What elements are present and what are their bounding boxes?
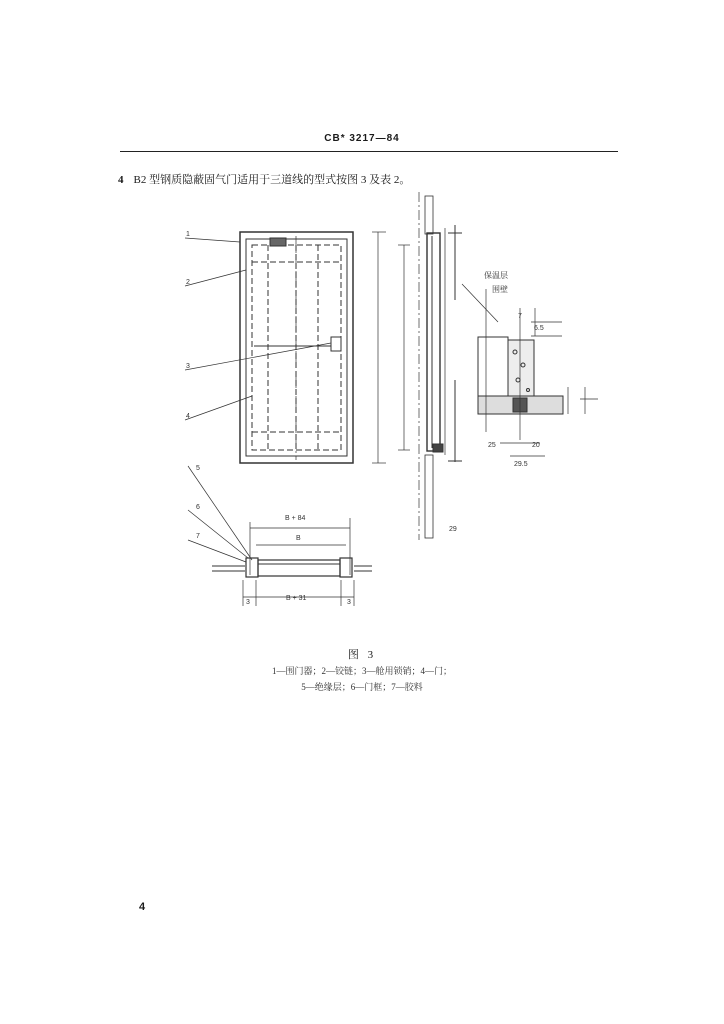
figure-caption: 图 3	[347, 649, 377, 661]
callout-4: 4	[186, 413, 190, 420]
dim-20: 20	[532, 442, 540, 449]
standard-code: CB* 3217—84	[324, 133, 400, 144]
dim-29: 29	[449, 526, 457, 533]
figure-legend-line-2: 5—绝缘层；6—门框；7—胶料	[301, 682, 423, 692]
page-number: 4	[139, 901, 146, 913]
dim-7: 7	[518, 313, 522, 320]
front-callouts	[185, 238, 331, 420]
front-view	[240, 232, 353, 463]
dim-b-plus-31: B + 31	[286, 595, 307, 602]
side-section	[419, 192, 462, 540]
dim-b: B	[296, 535, 301, 542]
callout-3: 3	[186, 363, 190, 370]
dim-3-left: 3	[246, 599, 250, 606]
label-bulkhead: 围壁	[492, 285, 508, 294]
dim-25: 25	[488, 442, 496, 449]
dim-b-plus-84: B + 84	[285, 515, 306, 522]
plan-callouts	[188, 466, 252, 562]
clause-number: 4	[118, 174, 124, 186]
callout-5: 5	[196, 465, 200, 472]
front-height-dimension	[372, 232, 410, 463]
callout-1: 1	[186, 231, 190, 238]
callout-2: 2	[186, 279, 190, 286]
clause-text: B2 型钢质隐蔽固气门适用于三道线的型式按图 3 及表 2。	[133, 174, 411, 186]
callout-7: 7	[196, 533, 200, 540]
plan-view	[212, 518, 372, 606]
figure-legend-line-1: 1—围门器；2—铰链；3—舱用锁销；4—门；	[271, 666, 452, 676]
dim-3-right: 3	[347, 599, 351, 606]
label-insulation: 保温层	[484, 271, 508, 280]
detail-section	[462, 284, 598, 456]
callout-6: 6	[196, 504, 200, 511]
dim-29-5: 29.5	[514, 461, 528, 468]
dim-6-5: 6.5	[534, 325, 544, 332]
